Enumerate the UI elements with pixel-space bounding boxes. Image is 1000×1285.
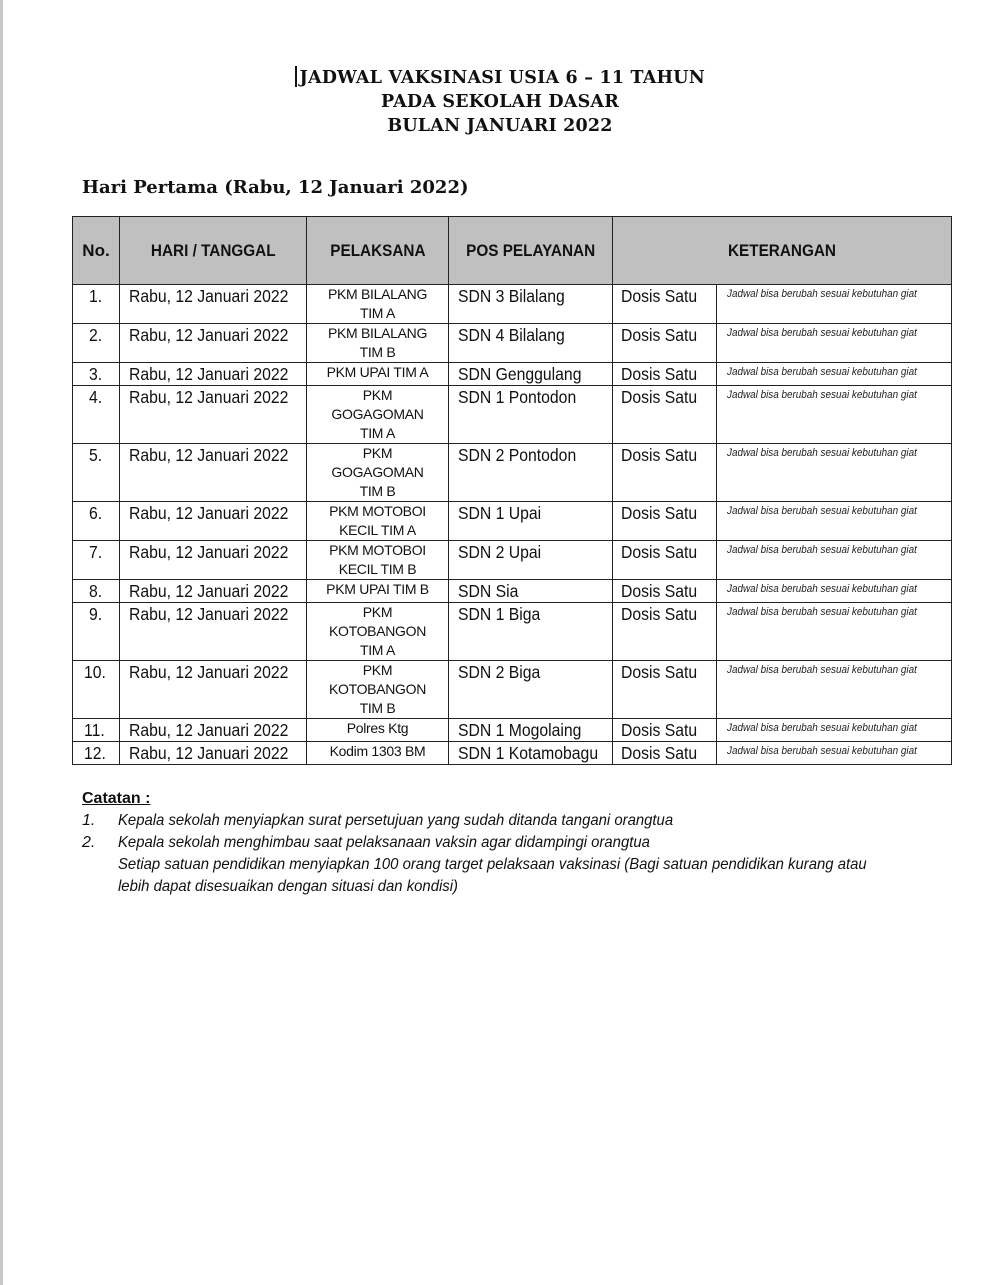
cell-no xyxy=(73,285,120,324)
cell-pelaksana xyxy=(307,580,449,603)
cell-pos-pelayanan-text: SDN 1 Kotamobagu xyxy=(458,743,599,763)
cell-pos-pelayanan xyxy=(449,285,613,324)
cell-keterangan xyxy=(717,580,952,603)
cell-dosis-text: Dosis Satu xyxy=(621,542,698,562)
table-row xyxy=(73,285,952,324)
cell-keterangan xyxy=(717,363,952,386)
cell-dosis-text: Dosis Satu xyxy=(621,325,698,345)
cell-keterangan-text: Jadwal bisa berubah sesuai kebutuhan giat xyxy=(727,583,917,595)
pelaksana-line: PKM MOTOBOI xyxy=(329,503,426,519)
cell-pos-pelayanan-text: SDN 1 Upai xyxy=(458,503,542,523)
cell-dosis xyxy=(613,363,717,386)
table-row xyxy=(73,502,952,541)
pelaksana-line: GOGAGOMAN xyxy=(331,464,424,480)
pelaksana-line: GOGAGOMAN xyxy=(331,406,424,422)
pelaksana-line: PKM MOTOBOI xyxy=(329,542,426,558)
cell-no xyxy=(73,661,120,719)
table-row xyxy=(73,603,952,661)
cell-pelaksana xyxy=(307,363,449,386)
header-hari-tanggal xyxy=(120,217,307,285)
cell-pos-pelayanan xyxy=(449,661,613,719)
cell-dosis-text: Dosis Satu xyxy=(621,286,698,306)
pelaksana-line: Kodim 1303 BM xyxy=(329,743,426,759)
table-header-row xyxy=(73,217,952,285)
cell-no-text: 12. xyxy=(83,743,106,763)
cell-pos-pelayanan xyxy=(449,541,613,580)
cell-date xyxy=(120,324,307,363)
cell-no-text: 1. xyxy=(88,286,102,306)
cell-pelaksana xyxy=(307,444,449,502)
cell-date-text: Rabu, 12 Januari 2022 xyxy=(129,542,289,562)
cell-date-text: Rabu, 12 Januari 2022 xyxy=(129,325,289,345)
note-text: Setiap satuan pendidikan menyiapkan 100 orang target pelaksaan vaksinasi (Bagi satuan pendidikan kurang atau lebih dapat disesuaikan dengan situasi dan kondisi) xyxy=(118,856,867,895)
cell-keterangan-text: Jadwal bisa berubah sesuai kebutuhan giat xyxy=(727,447,917,459)
pelaksana-line: PKM UPAI TIM A xyxy=(326,364,429,380)
cell-pos-pelayanan-text: SDN 4 Bilalang xyxy=(458,325,565,345)
cell-pelaksana xyxy=(307,603,449,661)
cell-pos-pelayanan-text: SDN 2 Upai xyxy=(458,542,542,562)
cell-no xyxy=(73,719,120,742)
cell-dosis xyxy=(613,324,717,363)
cell-date-text: Rabu, 12 Januari 2022 xyxy=(129,662,289,682)
cell-pelaksana xyxy=(307,502,449,541)
pelaksana-line: KECIL TIM A xyxy=(339,522,416,538)
table-row xyxy=(73,324,952,363)
pelaksana-line: TIM B xyxy=(359,483,396,499)
cell-date-text: Rabu, 12 Januari 2022 xyxy=(129,503,289,523)
cell-dosis-text: Dosis Satu xyxy=(621,743,698,763)
cell-date-text: Rabu, 12 Januari 2022 xyxy=(129,364,289,384)
cell-pos-pelayanan xyxy=(449,444,613,502)
pelaksana-line: TIM B xyxy=(359,344,396,360)
cell-date xyxy=(120,386,307,444)
section-subtitle: Hari Pertama (Rabu, 12 Januari 2022) xyxy=(82,177,469,198)
note-item xyxy=(82,810,952,832)
cell-keterangan xyxy=(717,603,952,661)
cell-keterangan xyxy=(717,324,952,363)
cell-no xyxy=(73,742,120,765)
cell-pos-pelayanan xyxy=(449,502,613,541)
cell-dosis-text: Dosis Satu xyxy=(621,445,698,465)
cell-no-text: 9. xyxy=(88,604,102,624)
document-title xyxy=(0,66,1000,138)
cell-dosis xyxy=(613,719,717,742)
table-row xyxy=(73,363,952,386)
cell-pos-pelayanan xyxy=(449,603,613,661)
cell-dosis xyxy=(613,580,717,603)
cell-keterangan xyxy=(717,541,952,580)
cell-pos-pelayanan xyxy=(449,580,613,603)
pelaksana-line: TIM A xyxy=(359,425,396,441)
cell-no-text: 5. xyxy=(88,445,102,465)
cell-dosis-text: Dosis Satu xyxy=(621,581,698,601)
cell-no-text: 8. xyxy=(88,581,102,601)
cell-date xyxy=(120,541,307,580)
cell-dosis-text: Dosis Satu xyxy=(621,387,698,407)
cell-dosis xyxy=(613,285,717,324)
table-row xyxy=(73,661,952,719)
pelaksana-line: KOTOBANGON xyxy=(328,681,427,697)
cell-date xyxy=(120,603,307,661)
cell-keterangan-text: Jadwal bisa berubah sesuai kebutuhan giat xyxy=(727,288,917,300)
note-text: Kepala sekolah menyiapkan surat persetujuan yang sudah ditanda tangani orangtua xyxy=(118,812,674,829)
note-item xyxy=(82,832,952,854)
cell-keterangan xyxy=(717,444,952,502)
cell-dosis-text: Dosis Satu xyxy=(621,662,698,682)
pelaksana-line: Polres Ktg xyxy=(346,720,409,736)
cell-no-text: 2. xyxy=(88,325,102,345)
header-pelaksana-text: PELAKSANA xyxy=(329,240,426,260)
note-number xyxy=(82,854,118,898)
cell-date xyxy=(120,363,307,386)
cell-pos-pelayanan-text: SDN 2 Biga xyxy=(458,662,541,682)
cell-keterangan-text: Jadwal bisa berubah sesuai kebutuhan giat xyxy=(727,505,917,517)
notes-title: Catatan : xyxy=(82,790,151,807)
cell-pos-pelayanan xyxy=(449,719,613,742)
cell-keterangan-text: Jadwal bisa berubah sesuai kebutuhan giat xyxy=(727,664,917,676)
cell-keterangan xyxy=(717,661,952,719)
header-hari-tanggal-text: HARI / TANGGAL xyxy=(150,240,276,260)
note-number: 1. xyxy=(82,812,96,829)
page-left-edge xyxy=(0,0,3,1285)
cell-dosis xyxy=(613,541,717,580)
note-item xyxy=(82,854,952,898)
cell-no xyxy=(73,541,120,580)
cell-keterangan-text: Jadwal bisa berubah sesuai kebutuhan giat xyxy=(727,606,917,618)
cell-date xyxy=(120,719,307,742)
cell-pelaksana xyxy=(307,541,449,580)
cell-keterangan-text: Jadwal bisa berubah sesuai kebutuhan giat xyxy=(727,327,917,339)
cell-keterangan-text: Jadwal bisa berubah sesuai kebutuhan giat xyxy=(727,745,917,757)
cell-no xyxy=(73,444,120,502)
header-no: No. xyxy=(73,217,120,285)
title-line-1-text: JADWAL VAKSINASI USIA 6 – 11 TAHUN xyxy=(299,68,705,88)
cell-keterangan-text: Jadwal bisa berubah sesuai kebutuhan giat xyxy=(727,389,917,401)
header-pelaksana xyxy=(307,217,449,285)
pelaksana-line: PKM UPAI TIM B xyxy=(326,581,429,597)
cell-date-text: Rabu, 12 Januari 2022 xyxy=(129,286,289,306)
cell-date xyxy=(120,285,307,324)
cell-dosis xyxy=(613,661,717,719)
header-pos-pelayanan-text: POS PELAYANAN xyxy=(466,240,595,260)
cell-pelaksana xyxy=(307,285,449,324)
pelaksana-line: PKM xyxy=(362,387,393,403)
cell-date-text: Rabu, 12 Januari 2022 xyxy=(129,743,289,763)
cell-date-text: Rabu, 12 Januari 2022 xyxy=(129,720,289,740)
pelaksana-line: KOTOBANGON xyxy=(328,623,427,639)
cell-pos-pelayanan-text: SDN 1 Pontodon xyxy=(458,387,577,407)
cell-dosis xyxy=(613,742,717,765)
table-row xyxy=(73,719,952,742)
cell-no-text: 10. xyxy=(83,662,106,682)
pelaksana-line: KECIL TIM B xyxy=(338,561,417,577)
cell-date xyxy=(120,580,307,603)
note-number: 2. xyxy=(82,834,96,851)
cell-pelaksana xyxy=(307,719,449,742)
cell-pos-pelayanan xyxy=(449,386,613,444)
header-keterangan xyxy=(613,217,952,285)
cell-dosis-text: Dosis Satu xyxy=(621,364,698,384)
note-text: Kepala sekolah menghimbau saat pelaksanaan vaksin agar didampingi orangtua xyxy=(118,834,650,851)
pelaksana-line: TIM A xyxy=(359,305,396,321)
cell-pelaksana xyxy=(307,324,449,363)
text-cursor xyxy=(295,66,297,87)
cell-keterangan-text: Jadwal bisa berubah sesuai kebutuhan giat xyxy=(727,366,917,378)
header-keterangan-text: KETERANGAN xyxy=(728,240,836,260)
notes-section xyxy=(82,790,952,898)
cell-pelaksana xyxy=(307,661,449,719)
table-body xyxy=(73,285,952,765)
pelaksana-line: TIM B xyxy=(359,700,396,716)
cell-keterangan xyxy=(717,719,952,742)
cell-no-text: 4. xyxy=(88,387,102,407)
cell-pos-pelayanan xyxy=(449,363,613,386)
pelaksana-line: PKM BILALANG xyxy=(327,325,428,341)
cell-pelaksana xyxy=(307,386,449,444)
pelaksana-line: TIM A xyxy=(359,642,396,658)
cell-dosis xyxy=(613,444,717,502)
cell-no-text: 6. xyxy=(88,503,102,523)
cell-no xyxy=(73,386,120,444)
cell-date xyxy=(120,661,307,719)
cell-dosis xyxy=(613,386,717,444)
cell-pos-pelayanan-text: SDN 2 Pontodon xyxy=(458,445,577,465)
cell-no-text: 3. xyxy=(88,364,102,384)
cell-pos-pelayanan-text: SDN Genggulang xyxy=(458,364,582,384)
cell-pelaksana xyxy=(307,742,449,765)
cell-pos-pelayanan xyxy=(449,742,613,765)
cell-keterangan xyxy=(717,285,952,324)
pelaksana-line: PKM xyxy=(362,445,393,461)
title-line-2: PADA SEKOLAH DASAR xyxy=(381,92,619,112)
cell-dosis-text: Dosis Satu xyxy=(621,503,698,523)
cell-date xyxy=(120,742,307,765)
cell-date-text: Rabu, 12 Januari 2022 xyxy=(129,604,289,624)
cell-no xyxy=(73,603,120,661)
table-row xyxy=(73,444,952,502)
table-row xyxy=(73,386,952,444)
pelaksana-line: PKM BILALANG xyxy=(327,286,428,302)
cell-keterangan-text: Jadwal bisa berubah sesuai kebutuhan giat xyxy=(727,722,917,734)
cell-no xyxy=(73,502,120,541)
table-row xyxy=(73,580,952,603)
title-line-1 xyxy=(0,66,1000,90)
cell-date xyxy=(120,502,307,541)
cell-keterangan-text: Jadwal bisa berubah sesuai kebutuhan giat xyxy=(727,544,917,556)
cell-no xyxy=(73,580,120,603)
cell-date-text: Rabu, 12 Januari 2022 xyxy=(129,581,289,601)
table-row xyxy=(73,742,952,765)
cell-date xyxy=(120,444,307,502)
cell-no xyxy=(73,363,120,386)
cell-dosis-text: Dosis Satu xyxy=(621,604,698,624)
cell-pos-pelayanan-text: SDN 3 Bilalang xyxy=(458,286,565,306)
title-line-3: BULAN JANUARI 2022 xyxy=(387,116,613,136)
cell-pos-pelayanan-text: SDN 1 Mogolaing xyxy=(458,720,582,740)
cell-keterangan xyxy=(717,742,952,765)
cell-date-text: Rabu, 12 Januari 2022 xyxy=(129,445,289,465)
pelaksana-line: PKM xyxy=(362,662,393,678)
cell-dosis xyxy=(613,502,717,541)
cell-keterangan xyxy=(717,502,952,541)
table-row xyxy=(73,541,952,580)
cell-keterangan xyxy=(717,386,952,444)
pelaksana-line: PKM xyxy=(362,604,393,620)
cell-pos-pelayanan-text: SDN 1 Biga xyxy=(458,604,541,624)
cell-pos-pelayanan-text: SDN Sia xyxy=(458,581,519,601)
cell-dosis-text: Dosis Satu xyxy=(621,720,698,740)
schedule-table xyxy=(72,216,952,765)
cell-no-text: 7. xyxy=(88,542,102,562)
cell-dosis xyxy=(613,603,717,661)
cell-no xyxy=(73,324,120,363)
cell-no-text: 11. xyxy=(84,720,106,740)
cell-date-text: Rabu, 12 Januari 2022 xyxy=(129,387,289,407)
header-pos-pelayanan xyxy=(449,217,613,285)
cell-pos-pelayanan xyxy=(449,324,613,363)
